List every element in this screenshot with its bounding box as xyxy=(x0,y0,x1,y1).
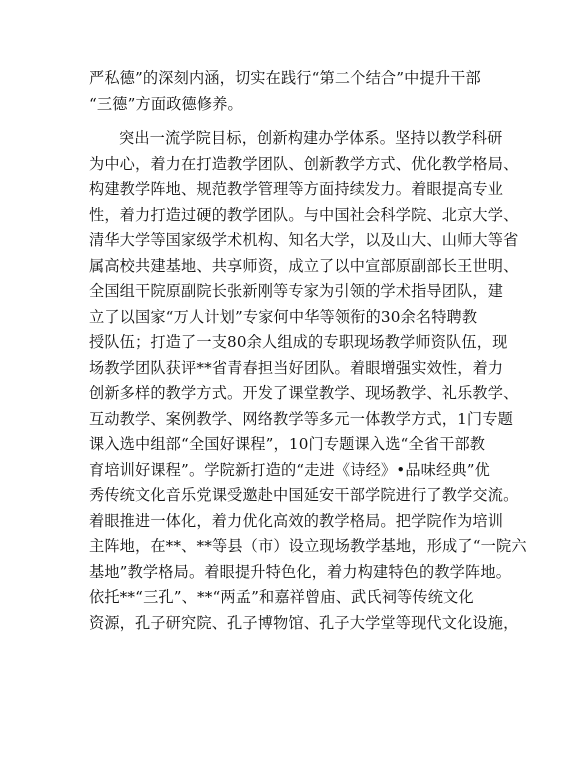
text-line: 为中心，着力在打造教学团队、创新教学方式、优化教学格局、 xyxy=(89,154,519,173)
text-line: 授队伍；打造了一支80余人组成的专职现场教学师资队伍，现 xyxy=(89,333,508,351)
text-line: 构建教学阵地、规范教学管理等方面持续发力。着眼提高专业 xyxy=(89,180,504,198)
text-line: “三德”方面政德修养。 xyxy=(89,94,243,113)
text-line: 着眼推进一体化，着力优化高效的教学格局。把学院作为培训 xyxy=(89,511,504,530)
text-line: 依托**“三孔”、**“两孟”和嘉祥曾庙、武氏祠等传统文化 xyxy=(89,588,474,606)
document-body xyxy=(89,66,527,636)
text-line: 全国组干院原副院长张新刚等专家为引领的学术指导团队，建 xyxy=(89,282,504,300)
text-line: 清华大学等国家级学术机构、知名大学，以及山大、山师大等省 xyxy=(89,231,519,249)
text-line: 育培训好课程”。学院新打造的“走进《诗经》•品味经典”优 xyxy=(89,460,490,479)
text-line: 资源，孔子研究院、孔子博物馆、孔子大学堂等现代文化设施， xyxy=(89,613,519,632)
paragraph-first-line: 突出一流学院目标，创新构建办学体系。坚持以教学科研 xyxy=(119,129,503,147)
text-line: 课入选中组部“全国好课程”，10门专题课入选“全省干部教 xyxy=(89,435,486,453)
text-line: 秀传统文化音乐党课受邀赴中国延安干部学院进行了教学交流。 xyxy=(89,486,519,504)
text-line: 场教学团队获评**省青春担当好团队。着眼增强实效性，着力 xyxy=(89,358,504,377)
text-line: 立了以国家“万人计划”专家何中华等领衔的30余名特聘教 xyxy=(89,307,478,326)
text-line: 创新多样的教学方式。开发了课堂教学、现场教学、礼乐教学、 xyxy=(89,384,519,402)
text-line: 性，着力打造过硬的教学团队。与中国社会科学院、北京大学、 xyxy=(89,205,519,224)
text-line: 主阵地，在**、**等县（市）设立现场教学基地，形成了“一院六 xyxy=(89,537,527,555)
text-line: 互动教学、案例教学、网络教学等多元一体教学方式，1门专题 xyxy=(89,409,513,428)
text-line: 严私德”的深刻内涵，切实在践行“第二个结合”中提升干部 xyxy=(89,69,481,87)
text-line: 基地”教学格局。着眼提升特色化，着力构建特色的教学阵地。 xyxy=(89,562,512,581)
text-line: 属高校共建基地、共享师资，成立了以中宣部原副部长王世明、 xyxy=(89,256,519,275)
